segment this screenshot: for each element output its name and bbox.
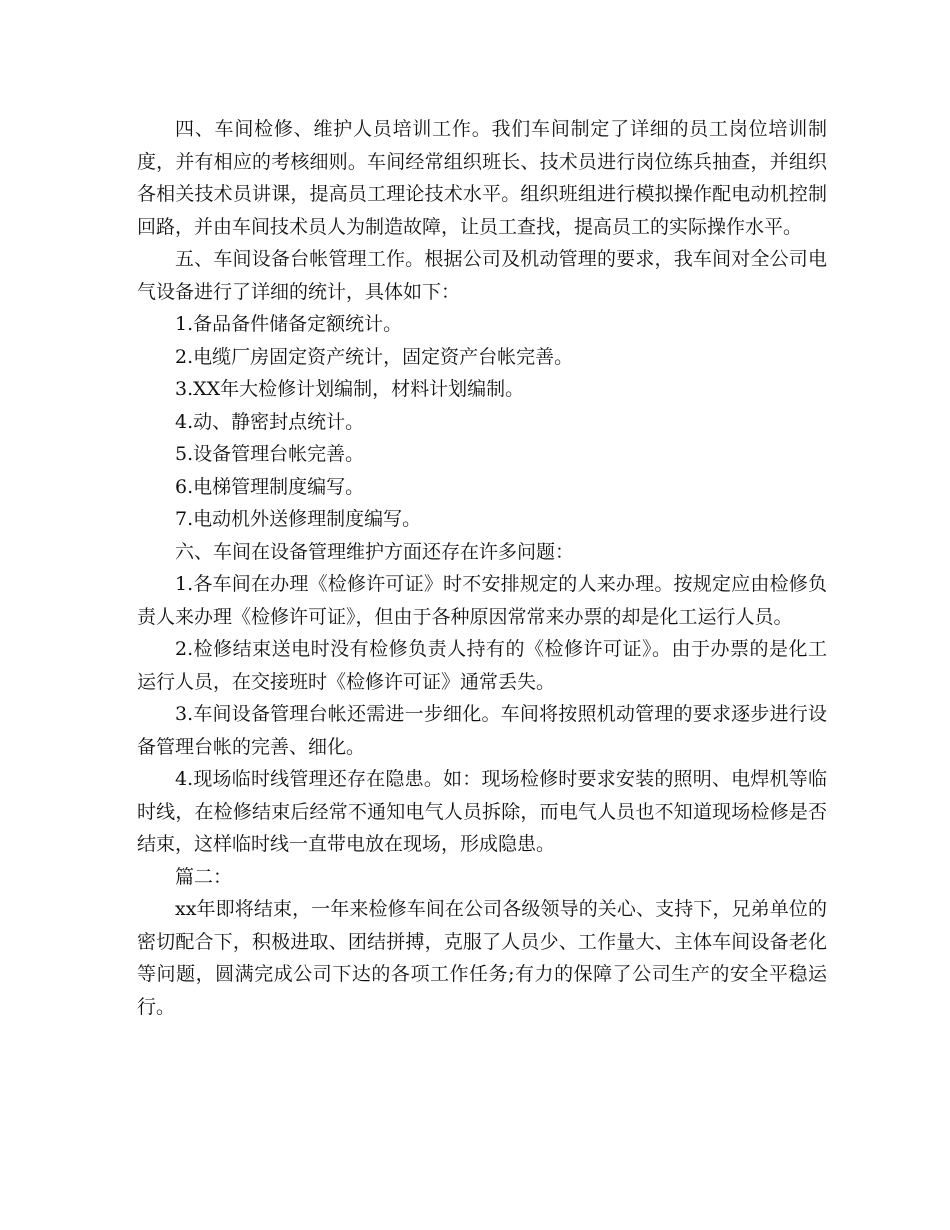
section-6-item: 3.车间设备管理台帐还需进一步细化。车间将按照机动管理的要求逐步进行设备管理台帐的完善、细化。 (137, 703, 827, 758)
part-2-intro-paragraph: xx年即将结束，一年来检修车间在公司各级领导的关心、支持下，兄弟单位的密切配合下，积极进取、团结拼搏，克服了人员少、工作量大、主体车间设备老化等问题，圆满完成公司下达的各项工作任务;有力的保障了公司生产的安全平稳运行。 (137, 898, 827, 1018)
section-6-item: 1.各车间在办理《检修许可证》时不安排规定的人来办理。按规定应由检修负责人来办理《检修许可证》，但由于各种原因常常来办票的却是化工运行人员。 (137, 573, 827, 628)
section-4-paragraph: 四、车间检修、维护人员培训工作。我们车间制定了详细的员工岗位培训制度，并有相应的考核细则。车间经常组织班长、技术员进行岗位练兵抽查，并组织各相关技术员讲课，提高员工理论技术水平。组织班组进行模拟操作配电动机控制回路，并由车间技术员人为制造故障，让员工查找，提高员工的实际操作水平。 (137, 118, 827, 238)
section-5-item: 5.设备管理台帐完善。 (175, 443, 365, 465)
section-5-item: 2.电缆厂房固定资产统计，固定资产台帐完善。 (175, 345, 574, 368)
section-5-item: 1.备品备件储备定额统计。 (175, 313, 403, 335)
document-body (137, 113, 827, 1023)
part-2-heading: 篇二： (175, 865, 233, 888)
section-6-item: 4.现场临时线管理还存在隐患。如：现场检修时要求安装的照明、电焊机等临时线，在检修结束后经常不通知电气人员拆除，而电气人员也不知道现场检修是否结束，这样临时线一直带电放在现场，形成隐患。 (137, 768, 827, 855)
section-5-item: 3.XX年大检修计划编制，材料计划编制。 (175, 378, 525, 400)
section-5-item: 4.动、静密封点统计。 (175, 410, 365, 433)
section-6-paragraph: 六、车间在设备管理维护方面还存在许多问题： (175, 540, 575, 563)
section-5-item: 7.电动机外送修理制度编写。 (175, 508, 422, 530)
section-5-paragraph: 五、车间设备台帐管理工作。根据公司及机动管理的要求，我车间对全公司电气设备进行了详细的统计，具体如下： (137, 248, 827, 303)
section-5-item: 6.电梯管理制度编写。 (175, 475, 365, 498)
section-6-item: 2.检修结束送电时没有检修负责人持有的《检修许可证》。由于办票的是化工运行人员，在交接班时《检修许可证》通常丢失。 (137, 638, 827, 693)
